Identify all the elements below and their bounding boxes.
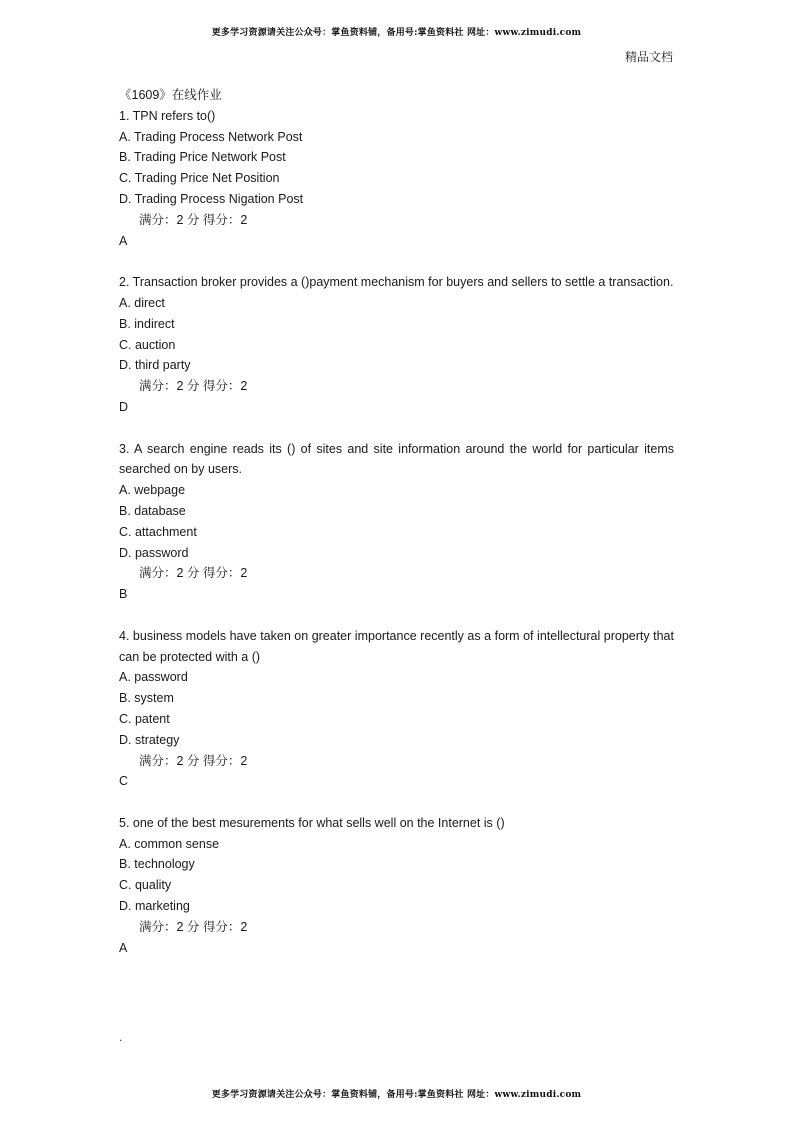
option-d: D. Trading Process Nigation Post (119, 191, 304, 206)
question-text: 5. one of the best mesurements for what sells well on the Internet is () (119, 815, 505, 830)
question-options (119, 127, 674, 210)
question-options (119, 667, 674, 750)
option-a: A. common sense (119, 836, 220, 851)
option-c: C. quality (119, 878, 172, 893)
option-a: A. password (119, 670, 188, 685)
score-line: 满分：2 分 得分：2 (139, 753, 248, 768)
option-b: B. system (119, 691, 174, 706)
option-a: A. webpage (119, 483, 186, 498)
question-2 (119, 272, 674, 418)
option-b: B. database (119, 503, 186, 518)
question-1 (119, 106, 674, 252)
document-title: 《1609》在线作业 (119, 88, 222, 102)
answer: A (119, 940, 128, 955)
option-b: B. indirect (119, 316, 175, 331)
trailing-mark: . (119, 1030, 123, 1044)
question-text: 4. business models have taken on greater importance recently as a form of intellectural property that can be protected with a () (119, 628, 674, 664)
footer-banner: 更多学习资源请关注公众号：掌鱼资料铺，备用号:掌鱼资料社 网址：www.zimudi.com (211, 1090, 582, 1100)
question-text: 2. Transaction broker provides a ()payment mechanism for buyers and sellers to settle a transaction. (119, 275, 674, 290)
answer: C (119, 774, 129, 789)
option-d: D. strategy (119, 732, 180, 747)
option-d: D. third party (119, 358, 191, 373)
option-c: C. auction (119, 337, 176, 352)
option-c: C. Trading Price Net Position (119, 171, 280, 186)
question-4 (119, 626, 674, 792)
question-text: 1. TPN refers to() (119, 108, 216, 123)
corner-label: 精品文档 (624, 50, 673, 64)
document-body (119, 85, 674, 979)
option-b: B. Trading Price Network Post (119, 150, 286, 165)
question-options (119, 834, 674, 917)
answer: A (119, 233, 128, 248)
option-a: A. direct (119, 295, 165, 310)
option-c: C. attachment (119, 524, 197, 539)
question-text: 3. A search engine reads its () of sites and site information around the world for particular items searched on by users. (119, 441, 674, 477)
option-b: B. technology (119, 857, 195, 872)
question-options (119, 480, 674, 563)
header-banner: 更多学习资源请关注公众号：掌鱼资料铺，备用号:掌鱼资料社 网址：www.zimudi.com (211, 28, 582, 38)
option-d: D. password (119, 545, 189, 560)
question-options (119, 293, 674, 376)
question-3 (119, 439, 674, 605)
question-5 (119, 813, 674, 959)
score-line: 满分：2 分 得分：2 (139, 212, 248, 227)
option-c: C. patent (119, 711, 170, 726)
score-line: 满分：2 分 得分：2 (139, 379, 248, 394)
answer: B (119, 587, 128, 602)
score-line: 满分：2 分 得分：2 (139, 919, 248, 934)
option-a: A. Trading Process Network Post (119, 129, 303, 144)
option-d: D. marketing (119, 899, 190, 914)
score-line: 满分：2 分 得分：2 (139, 566, 248, 581)
answer: D (119, 399, 129, 414)
